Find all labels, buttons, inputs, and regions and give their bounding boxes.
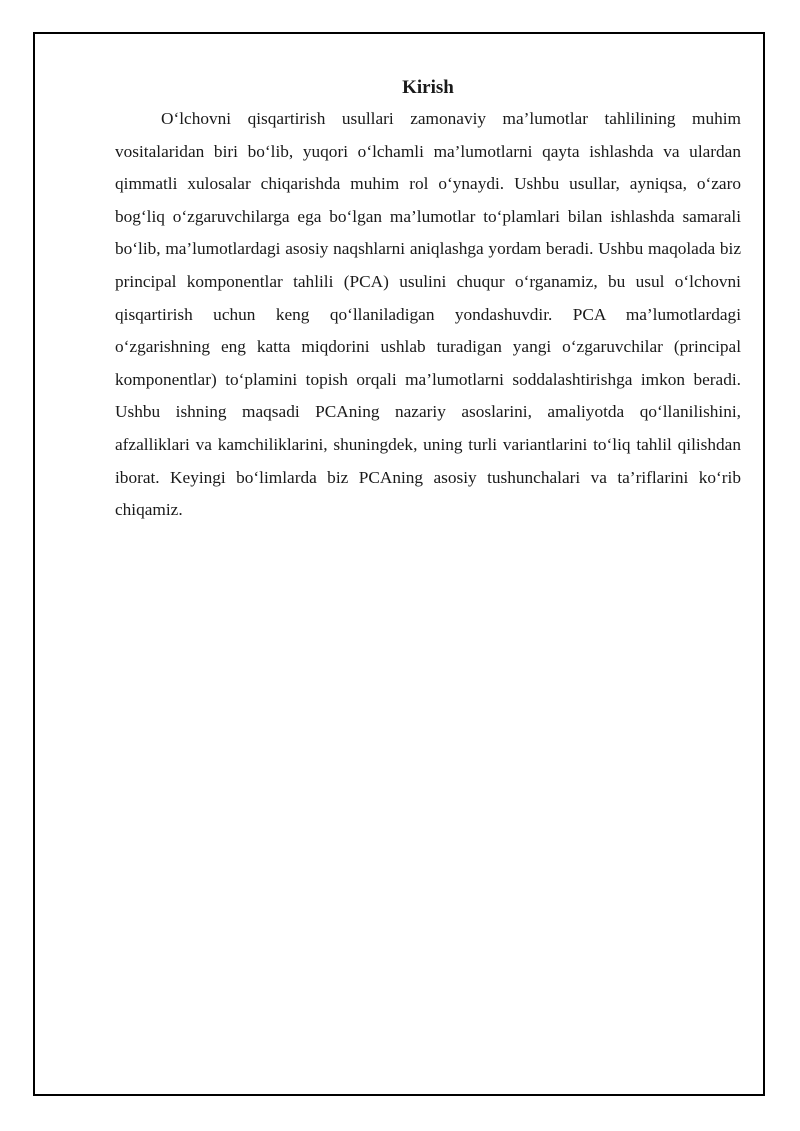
intro-paragraph: O‘lchovni qisqartirish usullari zamonaviy ma’lumotlar tahlilining muhim vositalaridan biri bo‘lib, yuqori o‘lchamli ma’lumotlarni qayta ishlashda va ulardan qimmatli xulosalar chiqarishda muhim rol o‘ynaydi. Ushbu usullar, ayniqsa, o‘zaro bog‘liq o‘zgaruvchilarga ega bo‘lgan ma’lumotlar to‘plamlari bilan ishlashda samarali bo‘lib, ma’lumotlardagi asosiy naqshlarni aniqlashga yordam beradi. Ushbu maqolada biz principal komponentlar tahlili (PCA) usulini chuqur o‘rganamiz, bu usul o‘lchovni qisqartirish uchun keng qo‘llaniladigan yondashuvdir. PCA ma’lumotlardagi o‘zgarishning eng katta miqdorini ushlab turadigan yangi o‘zgaruvchilar (principal komponentlar) to‘plamini topish orqali ma’lumotlarni soddalashtirishga imkon beradi. Ushbu ishning maqsadi PCAning nazariy asoslarini, amaliyotda qo‘llanilishini, afzalliklari va kamchiliklarini, shuningdek, uning turli variantlarini to‘liq tahlil qilishdan iborat. Keyingi bo‘limlarda biz PCAning asosiy tushunchalari va ta’riflarini ko‘rib chiqamiz.: [115, 109, 741, 520]
section-title: Kirish: [402, 77, 454, 98]
document-content: [115, 75, 741, 527]
